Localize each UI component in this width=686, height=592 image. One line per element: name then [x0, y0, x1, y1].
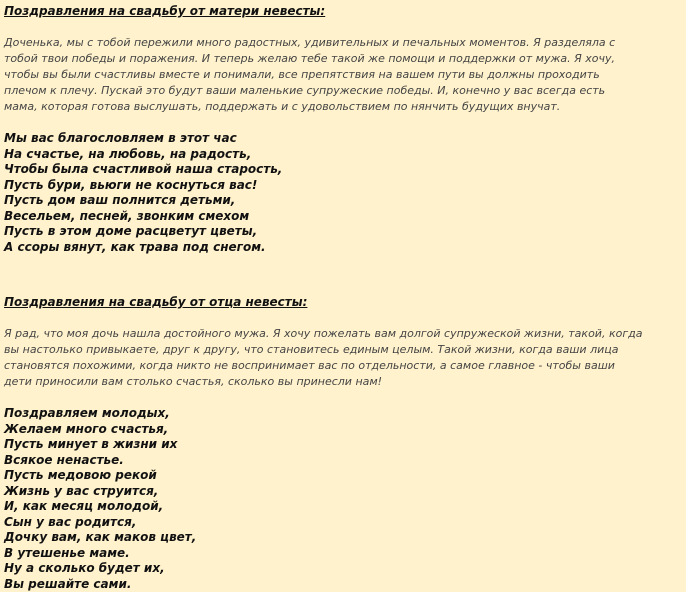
section-heading-mother: Поздравления на свадьбу от матери невесты: — [4, 3, 684, 19]
poem-line: Пусть медовою рекой — [4, 468, 684, 484]
paragraph-line: становятся похожими, когда никто не воспринимает вас по отдельности, а самое главное - чтобы ваши — [4, 358, 684, 374]
mother-poem — [4, 131, 684, 255]
poem-line: Мы вас благословляем в этот час — [4, 131, 684, 147]
father-congratulation-text — [4, 326, 684, 390]
section-heading-father: Поздравления на свадьбу от отца невесты: — [4, 294, 684, 310]
poem-line: Всякое ненастье. — [4, 453, 684, 469]
paragraph-line: Доченька, мы с тобой пережили много радостных, удивительных и печальных моментов. Я разделяла с — [4, 35, 684, 51]
paragraph-line: Я рад, что моя дочь нашла достойного мужа. Я хочу пожелать вам долгой супружеской жизни, такой, когда — [4, 326, 684, 342]
poem-line: Весельем, песней, звонким смехом — [4, 209, 684, 225]
poem-line: Желаем много счастья, — [4, 422, 684, 438]
poem-line: Дочку вам, как маков цвет, — [4, 530, 684, 546]
poem-line: На счастье, на любовь, на радость, — [4, 147, 684, 163]
poem-line: Поздравляем молодых, — [4, 406, 684, 422]
poem-line: Пусть в этом доме расцветут цветы, — [4, 224, 684, 240]
poem-line: Пусть бури, вьюги не коснуться вас! — [4, 178, 684, 194]
poem-line: Ну а сколько будет их, — [4, 561, 684, 577]
poem-line: Жизнь у вас струится, — [4, 484, 684, 500]
paragraph-line: чтобы вы были счастливы вместе и понимали, все препятствия на вашем пути вы должны проходить — [4, 67, 684, 83]
poem-line: В утешенье маме. — [4, 546, 684, 562]
poem-line: Пусть минует в жизни их — [4, 437, 684, 453]
paragraph-line: вы настолько привыкаете, друг к другу, что становитесь единым целым. Такой жизни, когда ваши лица — [4, 342, 684, 358]
poem-line: Чтобы была счастливой наша старость, — [4, 162, 684, 178]
poem-line: Вы решайте сами. — [4, 577, 684, 592]
paragraph-line: дети приносили вам столько счастья, сколько вы принесли нам! — [4, 374, 684, 390]
father-poem — [4, 406, 684, 592]
poem-line: Пусть дом ваш полнится детьми, — [4, 193, 684, 209]
mother-congratulation-text — [4, 35, 684, 115]
paragraph-line: тобой твои победы и поражения. И теперь желаю тебе такой же помощи и поддержки от мужа. Я хочу, — [4, 51, 684, 67]
paragraph-line: мама, которая готова выслушать, поддержать и с удовольствием по нянчить будущих внучат. — [4, 99, 684, 115]
paragraph-line: плечом к плечу. Пускай это будут ваши маленькие супружеские победы. И, конечно у вас всегда есть — [4, 83, 684, 99]
poem-line: Сын у вас родится, — [4, 515, 684, 531]
poem-line: А ссоры вянут, как трава под снегом. — [4, 240, 684, 256]
poem-line: И, как месяц молодой, — [4, 499, 684, 515]
